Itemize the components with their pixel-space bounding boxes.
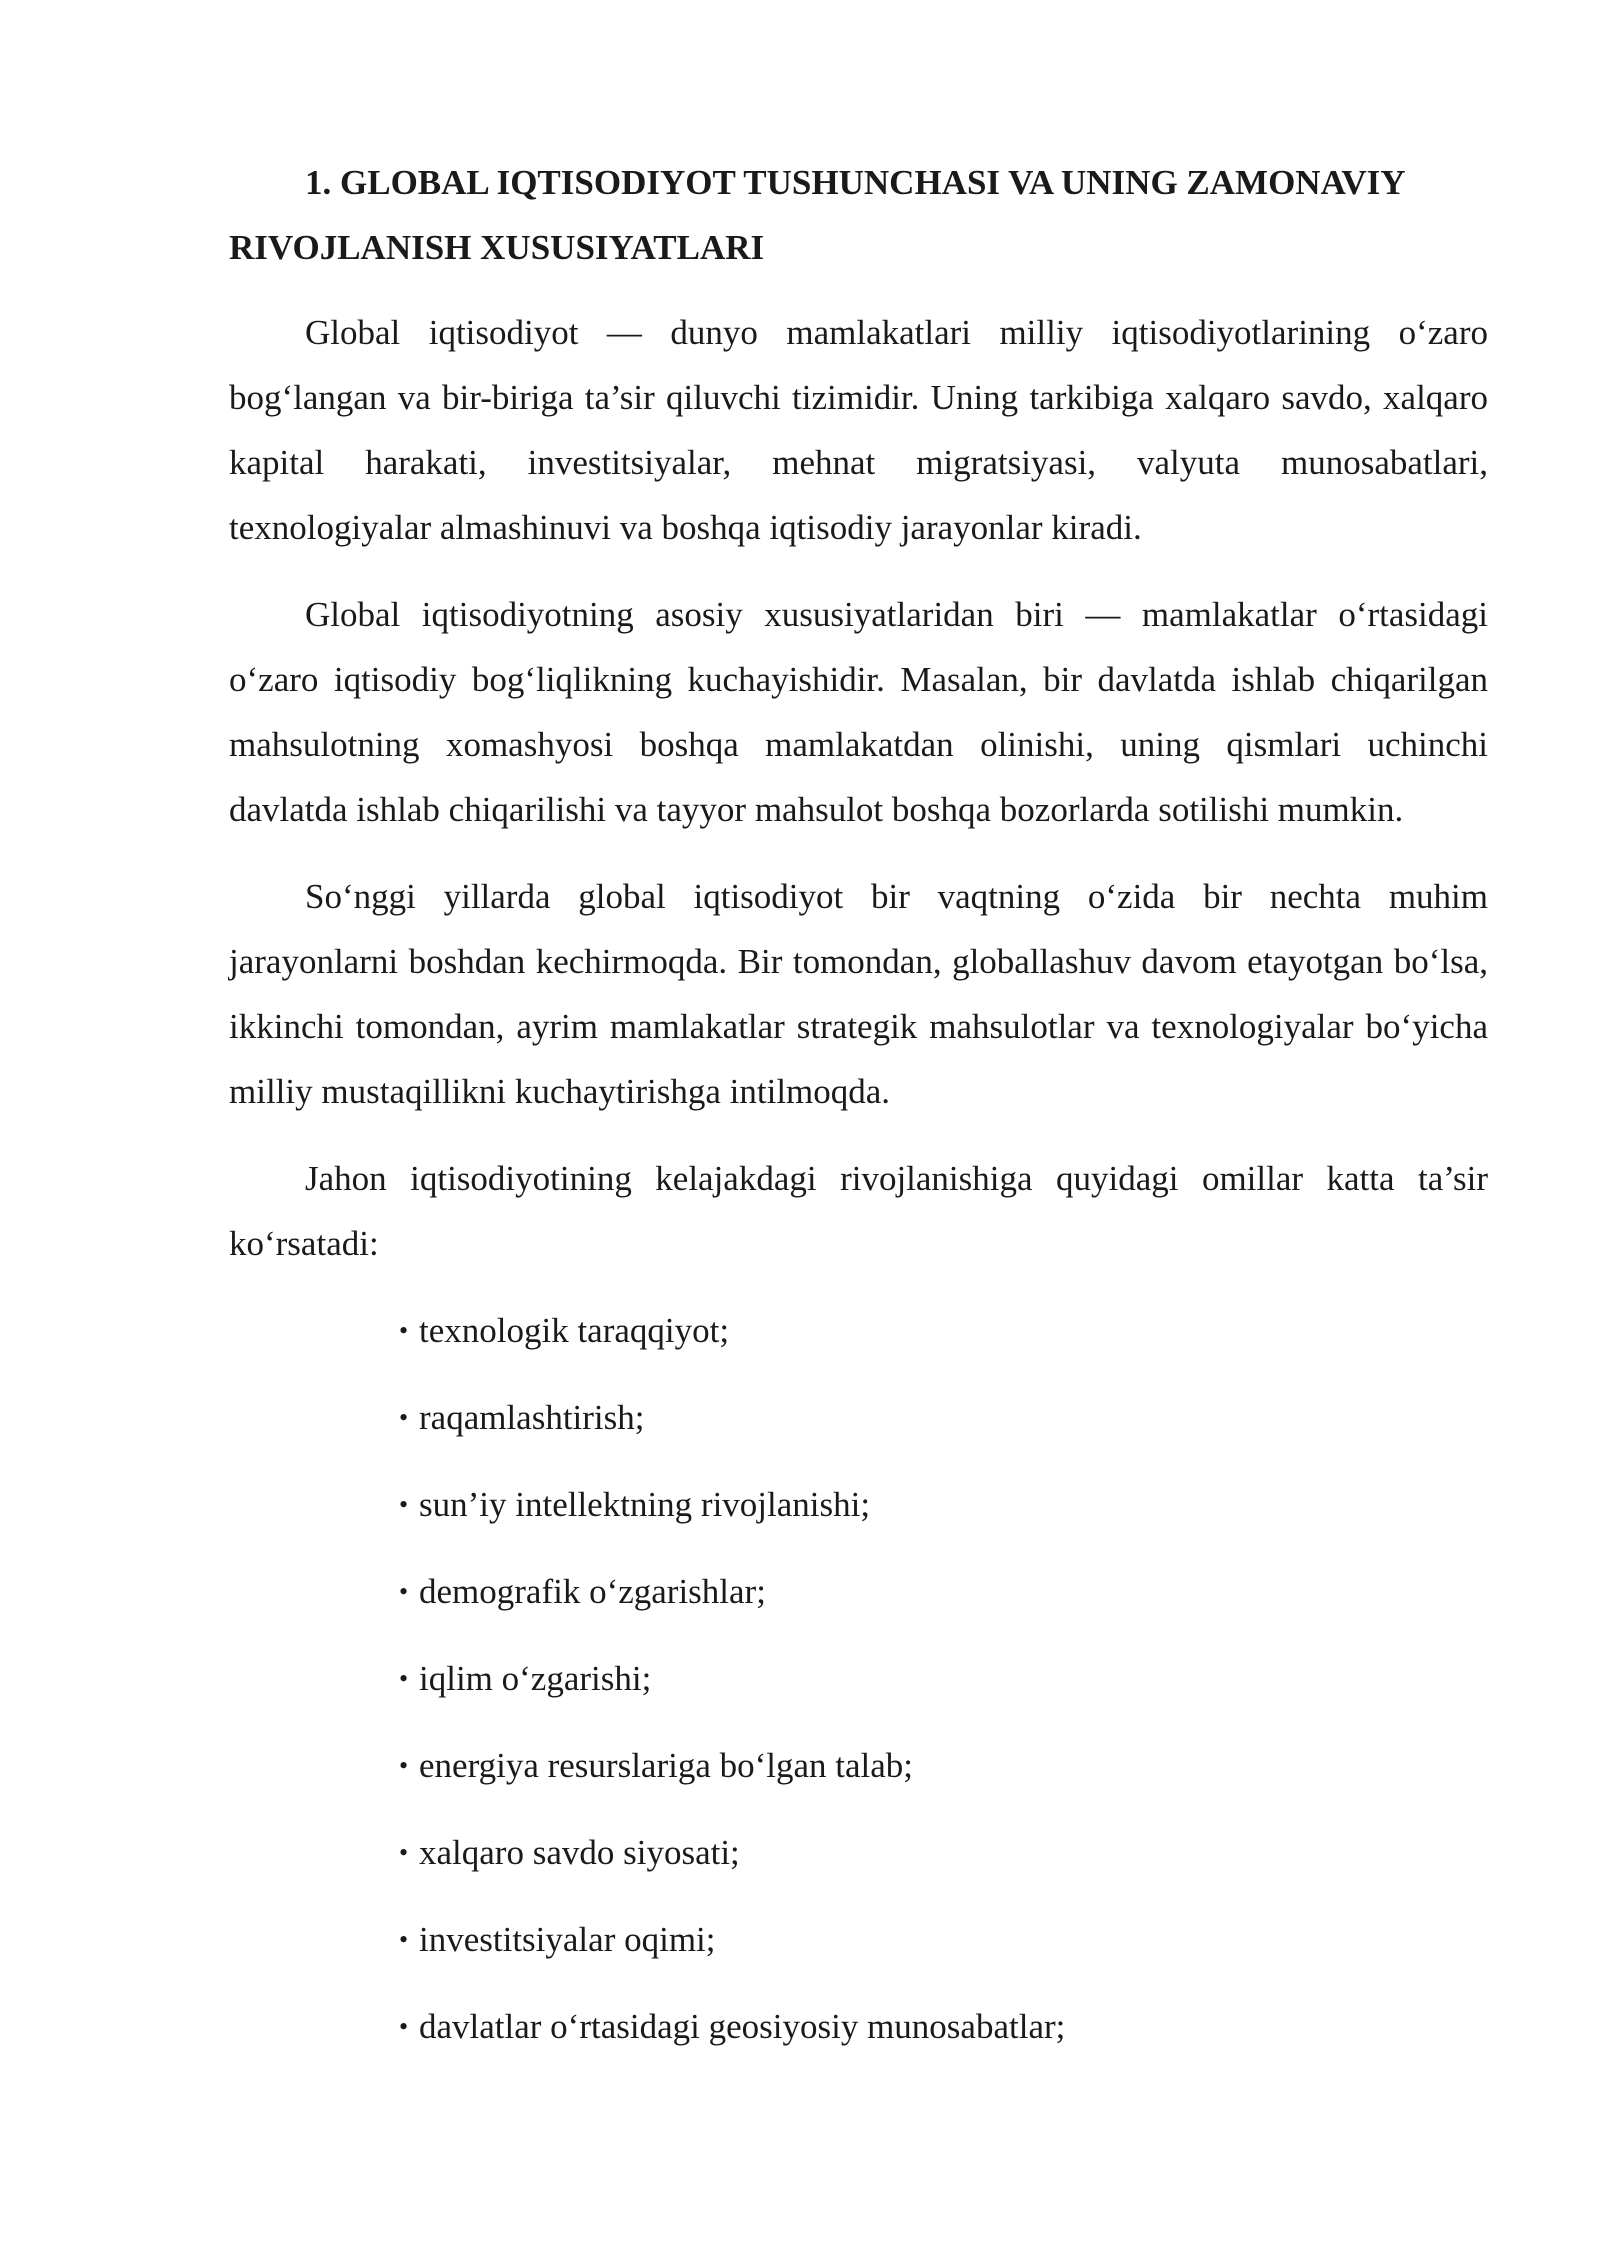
list-item-text: iqlim o‘zgarishi; <box>419 1659 652 1698</box>
paragraph: So‘nggi yillarda global iqtisodiyot bir vaqtning o‘zida bir nechta muhim jarayonlarni boshdan kechirmoqda. Bir tomondan, globallashuv davom etayotgan bo‘lsa, ikkinchi tomondan, ayrim mamlakatlar strategik mahsulotlar va texnologiyalar bo‘yicha milliy mustaqillikni kuchaytirishga intilmoqda. <box>229 877 1488 1111</box>
list-item <box>399 1385 1488 1450</box>
paragraph: Global iqtisodiyot — dunyo mamlakatlari milliy iqtisodiyotlarining o‘zaro bog‘langan va bir-biriga ta’sir qiluvchi tizimidir. Uning tarkibiga xalqaro savdo, xalqaro kapital harakati, investitsiyalar, mehnat migratsiyasi, valyuta munosabatlari, texnologiyalar almashinuvi va boshqa iqtisodiy jarayonlar kiradi. <box>229 313 1488 547</box>
list-item-text: xalqaro savdo siyosati; <box>419 1833 740 1872</box>
document-body <box>229 150 1488 2081</box>
bullet-icon: • <box>399 1925 409 1954</box>
list-item-text: davlatlar o‘rtasidagi geosiyosiy munosabatlar; <box>419 2007 1066 2046</box>
paragraph: Global iqtisodiyotning asosiy xususiyatlaridan biri — mamlakatlar o‘rtasidagi o‘zaro iqtisodiy bog‘liqlikning kuchayishidir. Masalan, bir davlatda ishlab chiqarilgan mahsulotning xomashyosi boshqa mamlakatdan olinishi, uning qismlari uchinchi davlatda ishlab chiqarilishi va tayyor mahsulot boshqa bozorlarda sotilishi mumkin. <box>229 595 1488 829</box>
bullet-icon: • <box>399 1577 409 1606</box>
list-item <box>399 1472 1488 1537</box>
list-item <box>399 1646 1488 1711</box>
list-item-text: raqamlashtirish; <box>419 1398 645 1437</box>
bullet-icon: • <box>399 1490 409 1519</box>
list-item <box>399 1820 1488 1885</box>
bullet-icon: • <box>399 1316 409 1345</box>
bullet-icon: • <box>399 1838 409 1867</box>
list-item <box>399 1559 1488 1624</box>
list-item <box>399 1994 1488 2059</box>
bullet-list <box>229 1298 1488 2059</box>
section-heading: 1. GLOBAL IQTISODIYOT TUSHUNCHASI VA UNING ZAMONAVIY RIVOJLANISH XUSUSIYATLARI <box>229 163 1405 267</box>
bullet-icon: • <box>399 1751 409 1780</box>
bullet-icon: • <box>399 1664 409 1693</box>
list-item-text: demografik o‘zgarishlar; <box>419 1572 766 1611</box>
list-item-text: investitsiyalar oqimi; <box>419 1920 716 1959</box>
bullet-icon: • <box>399 1403 409 1432</box>
list-item <box>399 1733 1488 1798</box>
list-item-text: energiya resurslariga bo‘lgan talab; <box>419 1746 914 1785</box>
bullet-icon: • <box>399 2012 409 2041</box>
paragraph: Jahon iqtisodiyotining kelajakdagi rivojlanishiga quyidagi omillar katta ta’sir ko‘rsatadi: <box>229 1159 1488 1263</box>
list-item <box>399 1298 1488 1363</box>
list-item-text: texnologik taraqqiyot; <box>419 1311 730 1350</box>
list-item-text: sun’iy intellektning rivojlanishi; <box>419 1485 871 1524</box>
list-item <box>399 1907 1488 1972</box>
